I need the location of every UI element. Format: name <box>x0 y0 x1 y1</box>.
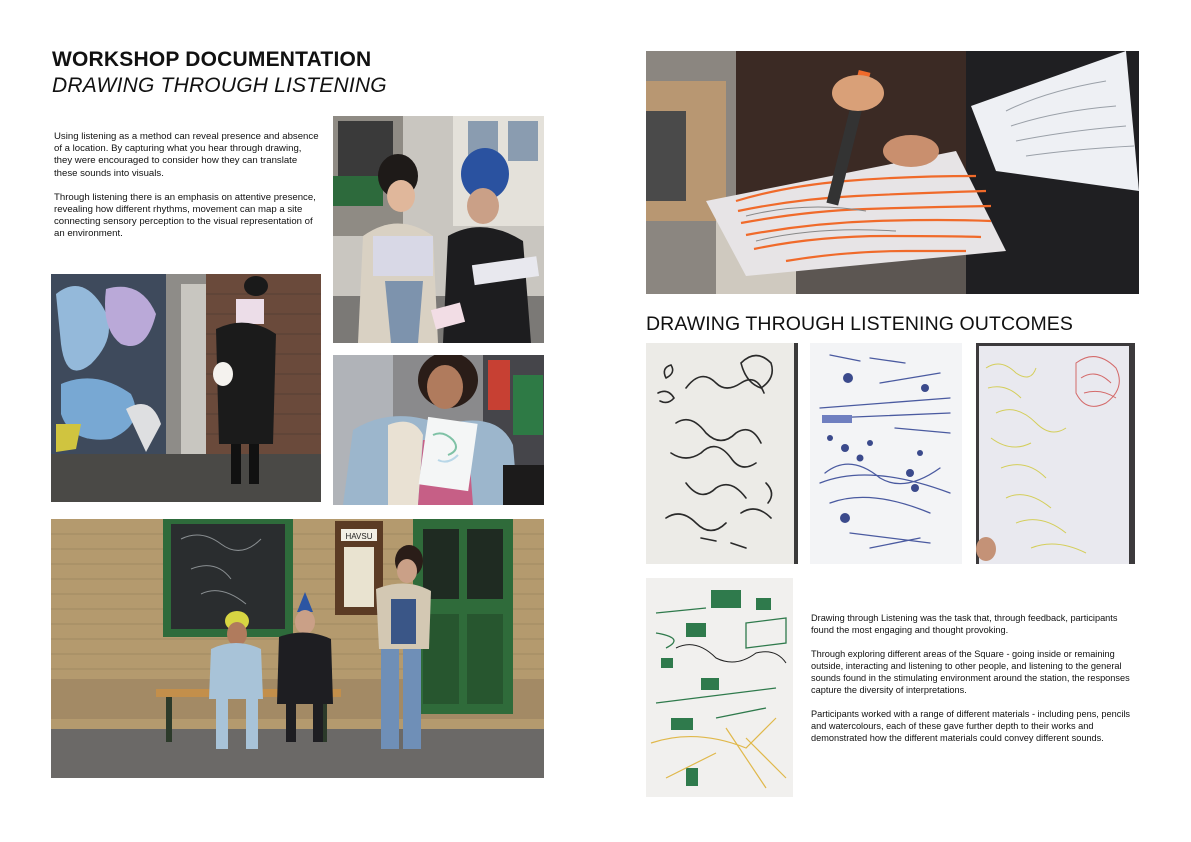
outcomes-text <box>811 612 1141 756</box>
photo-yellow-red-drawing <box>976 343 1135 564</box>
shop-sign-text: HAVSU <box>345 532 373 541</box>
photo-blue-ink-drawing-image <box>810 343 962 564</box>
page-title: WORKSHOP DOCUMENTATION <box>52 48 372 71</box>
intro-paragraph: Using listening as a method can reveal presence and absence of a location. By capturing what you hear through drawing, they were encouraged to consider how they can translate these sounds into visuals. <box>54 131 319 179</box>
intro-text <box>54 131 319 253</box>
photo-black-ink-drawing <box>646 343 798 564</box>
photo-green-drawing-image <box>646 578 793 797</box>
photo-street-participants-image <box>333 116 544 343</box>
outcomes-heading: DRAWING THROUGH LISTENING OUTCOMES <box>646 313 1074 335</box>
photo-hands-drawing-image <box>646 51 1139 294</box>
photo-green-drawing <box>646 578 793 797</box>
outcomes-paragraph: Drawing through Listening was the task that, through feedback, participants found the most engaging and thought provoking. <box>811 613 1118 635</box>
photo-blue-ink-drawing <box>810 343 962 564</box>
photo-graffiti-participant-image <box>51 274 321 502</box>
photo-black-ink-drawing-image <box>646 343 798 564</box>
photo-graffiti-participant <box>51 274 321 502</box>
intro-paragraph: Through listening there is an emphasis on attentive presence, revealing how different rhythms, movement can map a site connecting sensory perception to the visual representation of an environment. <box>54 191 316 240</box>
photo-bench-group <box>51 519 544 778</box>
photo-bench-group-image <box>51 519 544 778</box>
photo-yellow-red-drawing-image <box>976 343 1135 564</box>
page-subtitle: DRAWING THROUGH LISTENING <box>52 74 387 97</box>
photo-denim-participant-image <box>333 355 544 505</box>
outcomes-paragraph: Through exploring different areas of the Square - going inside or remaining outside, interacting and listening to other people, and listening to the general sounds found in the stimulating environment around the station, the responses capture the diversity of interpretations. <box>811 649 1130 695</box>
outcomes-paragraph: Participants worked with a range of different materials - including pens, pencils and watercolours, each of these gave further depth to their works and demonstrated how the different materials could convey different sounds. <box>811 709 1131 743</box>
photo-hands-drawing <box>646 51 1139 294</box>
photo-street-participants <box>333 116 544 343</box>
photo-denim-participant <box>333 355 544 505</box>
